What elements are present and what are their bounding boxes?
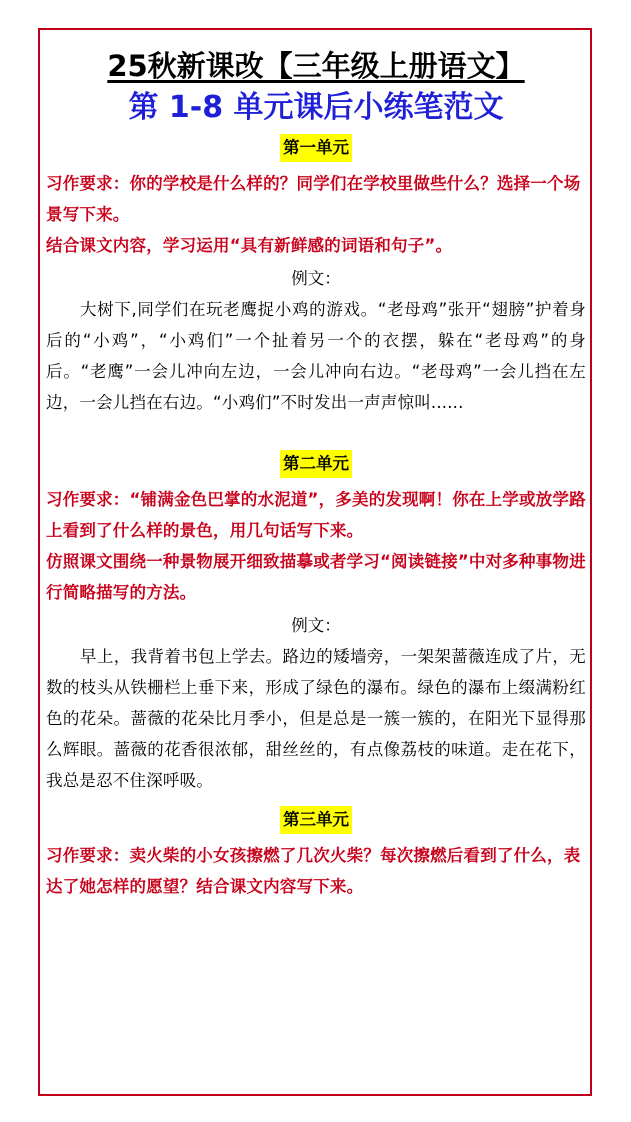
unit-section-1 [46, 134, 586, 418]
unit-heading: 第二单元 [46, 450, 586, 480]
unit-requirement: 习作要求：你的学校是什么样的？同学们在学校里做些什么？选择一个场景写下来。 [46, 174, 581, 224]
unit-heading: 第三单元 [46, 806, 586, 836]
unit-section-2 [46, 450, 586, 796]
document-subtitle: 第 1-8 单元课后小练笔范文 [128, 90, 504, 125]
unit-section-3 [46, 806, 586, 902]
unit-heading: 第一单元 [46, 134, 586, 164]
unit-requirement: 结合课文内容，学习运用“具有新鲜感的词语和句子”。 [46, 236, 453, 255]
example-label: 例文： [291, 616, 341, 635]
unit-requirement: 仿照课文围绕一种景物展开细致描摹或者学习“阅读链接”中对多种事物进行简略描写的方法。 [46, 552, 586, 602]
unit-requirement: 习作要求：“铺满金色巴掌的水泥道”，多美的发现啊！你在上学或放学路上看到了什么样的景色，用几句话写下来。 [46, 490, 586, 540]
example-essay: 大树下,同学们在玩老鹰捉小鸡的游戏。“老母鸡”张开“翅膀”护着身后的“小鸡”，“小鸡们”一个扯着另一个的衣摆，躲在“老母鸡”的身后。“老鹰”一会儿冲向左边，一会儿冲向右边。“老母鸡”一会儿挡在左边，一会儿挡在右边。“小鸡们”不时发出一声声惊叫...... [46, 300, 586, 412]
document-body [46, 46, 586, 902]
unit-requirement: 习作要求：卖火柴的小女孩擦燃了几次火柴？每次擦燃后看到了什么，表达了她怎样的愿望？结合课文内容写下来。 [46, 846, 581, 896]
document-title: 25秋新课改【三年级上册语文】 [107, 49, 525, 83]
section-spacer [46, 796, 586, 802]
section-spacer [46, 418, 586, 446]
example-label: 例文： [291, 269, 341, 288]
example-essay: 早上，我背着书包上学去。路边的矮墙旁，一架架蔷薇连成了片，无数的枝头从铁栅栏上垂下来，形成了绿色的瀑布。绿色的瀑布上缀满粉红色的花朵。蔷薇的花朵比月季小，但是总是一簇一簇的，在阳光下显得那么辉眼。蔷薇的花香很浓郁，甜丝丝的，有点像荔枝的味道。走在花下，我总是忍不住深呼吸。 [46, 647, 586, 790]
